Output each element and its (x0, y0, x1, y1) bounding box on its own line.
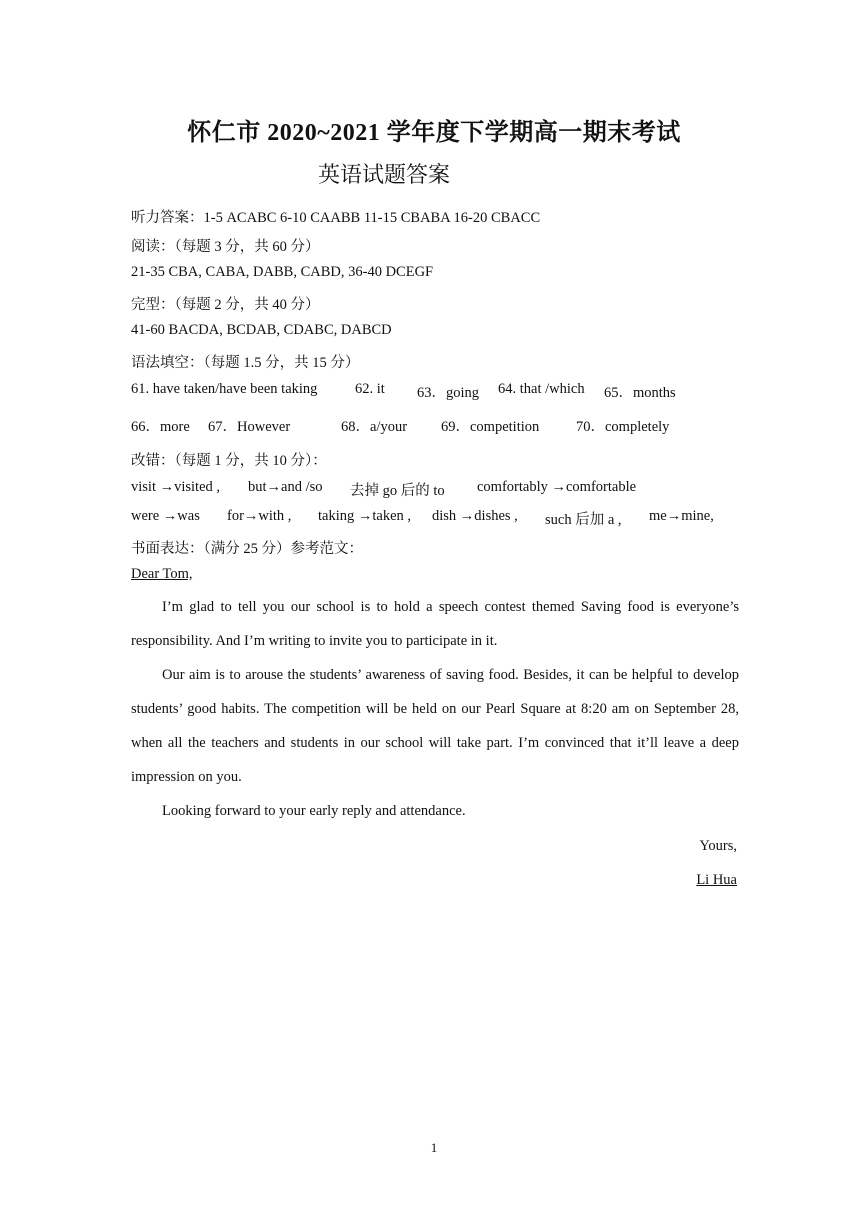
correction-item: were →was (131, 508, 200, 524)
grammar-header: 语法填空：（每题 1.5 分，共 15 分） (131, 355, 360, 371)
grammar-item-68: 68．a/your (341, 419, 408, 435)
correction-item: dish →dishes , (432, 508, 518, 524)
grammar-item-66: 66．more (131, 419, 190, 435)
correction-item: taking →taken , (318, 508, 412, 524)
grammar-item-70: 70．completely (576, 419, 670, 435)
cloze-header: 完型：（每题 2 分，共 40 分） (131, 297, 320, 313)
letter-closing: Yours, (699, 838, 737, 854)
grammar-item-62: 62. it (355, 381, 385, 397)
correction-item: comfortably →comfortable (477, 479, 637, 495)
grammar-item-61: 61. have taken/have been taking (131, 381, 318, 397)
letter-signature: Li Hua (696, 872, 737, 888)
letter-paragraph: Our aim is to arouse the students’ awareness of saving food. Besides, it can be helpful to develop students’ good habits. The competition will be held on our Pearl Square at 8:20 am on September 28, when all the teachers and students in our school will take part. I’m convinced that it’ll leave a deep impression on you. (131, 667, 739, 785)
cloze-answers: 41-60 BACDA, BCDAB, CDABC, DABCD (131, 322, 392, 338)
page-title: 怀仁市 2020~2021 学年度下学期高一期末考试 (187, 120, 681, 146)
grammar-item-63: 63．going (417, 385, 480, 401)
reading-header: 阅读：（每题 3 分，共 60 分） (131, 239, 320, 255)
correction-item: 去掉 go 后的 to (350, 483, 445, 499)
grammar-item-69: 69．competition (441, 419, 540, 435)
correction-item: such 后加 a , (545, 512, 622, 528)
page-number: 1 (430, 1140, 438, 1155)
grammar-item-64: 64. that /which (498, 381, 585, 397)
letter-greeting: Dear Tom, (131, 566, 193, 582)
grammar-item-67: 67．However (208, 419, 291, 435)
correction-item: me→mine, (649, 508, 714, 524)
correction-item: for→with , (227, 508, 292, 524)
letter-paragraph: Looking forward to your early reply and attendance. (162, 803, 466, 819)
writing-header: 书面表达：（满分 25 分）参考范文： (131, 541, 363, 557)
letter-paragraph: I’m glad to tell you our school is to hold a speech contest themed Saving food is everyone’s responsibility. And I’m writing to invite you to participate in it. (131, 599, 739, 649)
correction-item: visit →visited , (131, 479, 221, 495)
correction-item: but→and /so (248, 479, 323, 495)
reading-answers: 21-35 CBA, CABA, DABB, CABD, 36-40 DCEGF (131, 264, 434, 280)
correction-header: 改错：（每题 1 分，共 10 分）： (131, 453, 327, 469)
listening-answers: 听力答案：1-5 ACABC 6-10 CAABB 11-15 CBABA 16-20 CBACC (131, 210, 541, 226)
grammar-item-65: 65．months (604, 385, 676, 401)
page-subtitle: 英语试题答案 (318, 162, 451, 187)
